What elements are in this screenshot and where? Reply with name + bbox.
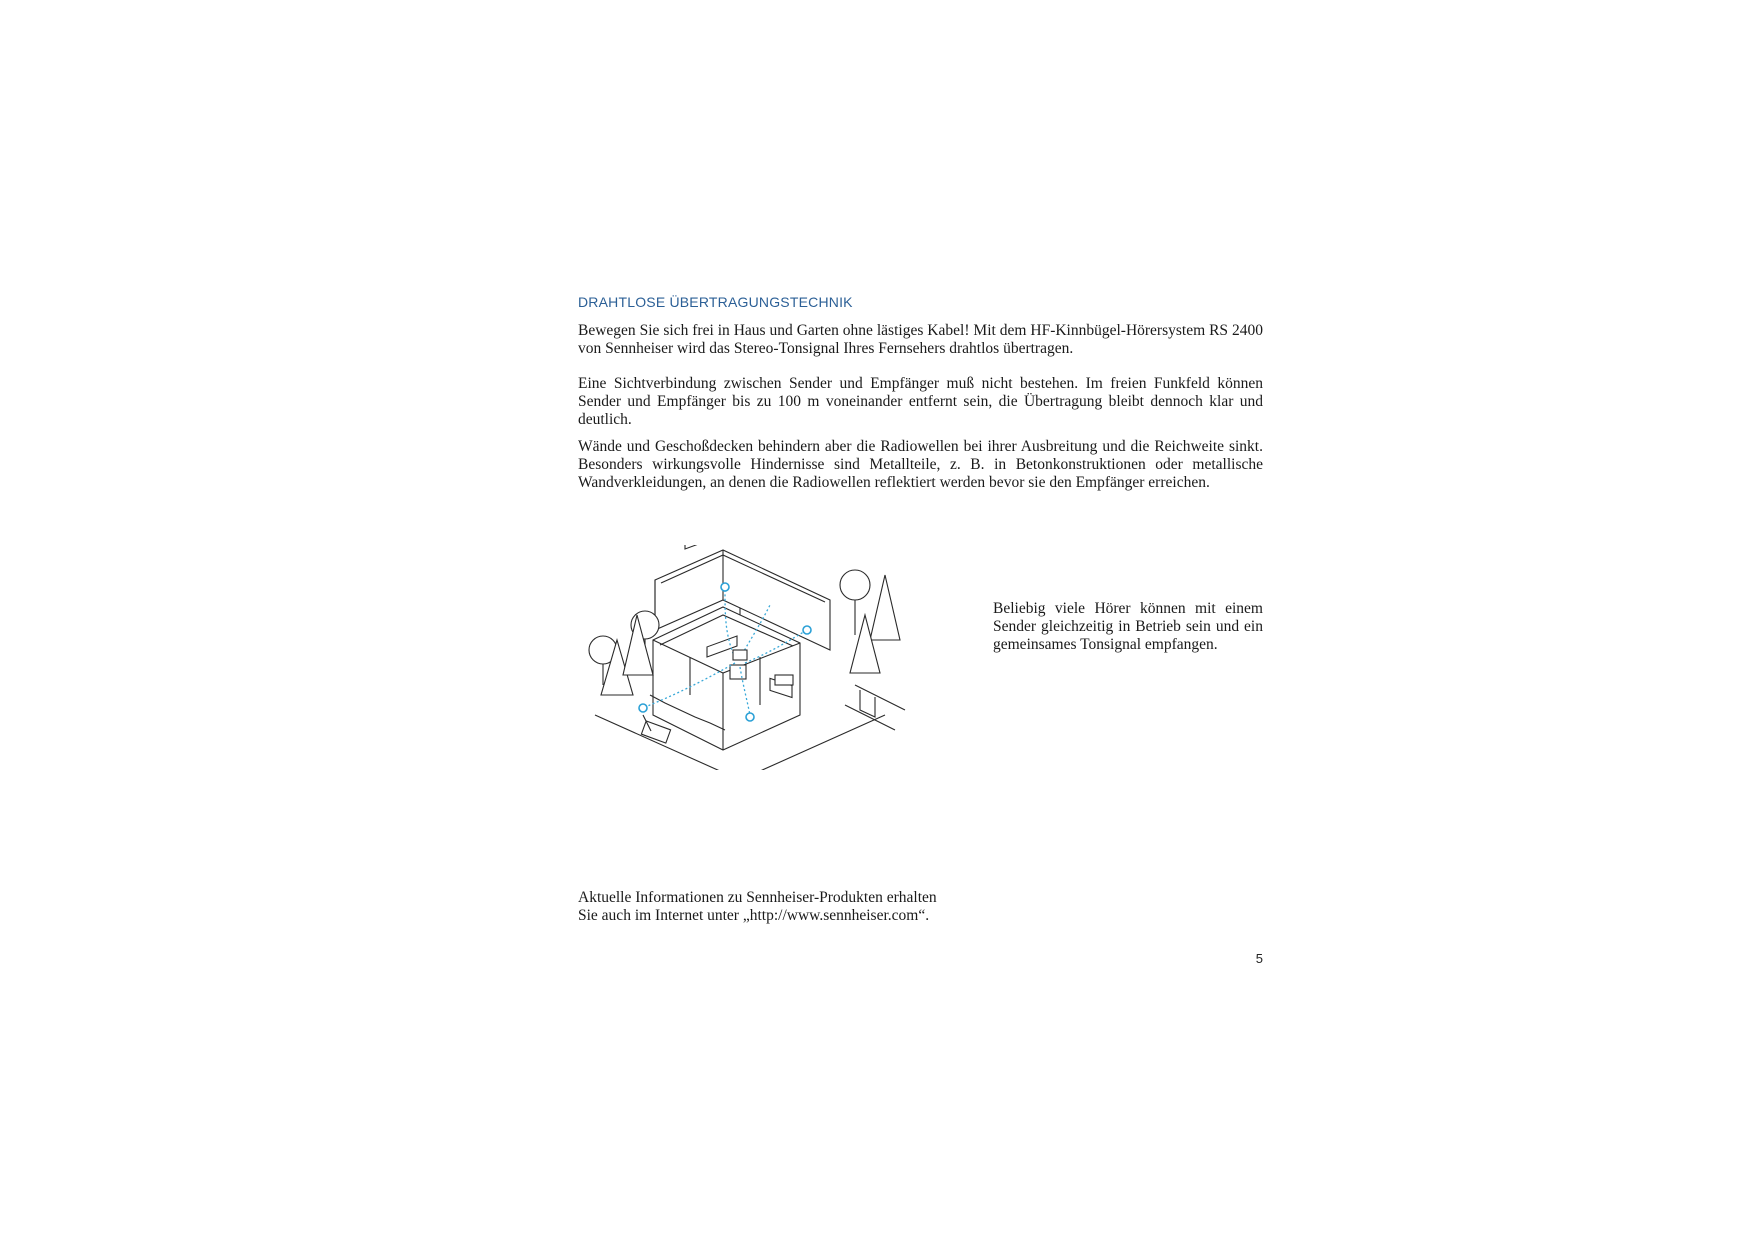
section-heading: DRAHTLOSE ÜBERTRAGUNGSTECHNIK: [578, 294, 853, 310]
intro-paragraph: Bewegen Sie sich frei in Haus und Garten ohne lästiges Kabel! Mit dem HF-Kinnbügel-Hörersystem RS 2400 von Sennheiser wird das Stereo-Tonsignal Ihres Fernsehers drahtlos übertragen.: [578, 322, 1263, 357]
internet-info: [578, 889, 978, 925]
range-paragraph: Eine Sichtverbindung zwischen Sender und Empfänger muß nicht bestehen. Im freien Funkfeld können Sender und Empfänger bis zu 100 m voneinander entfernt sein, die Übertragung bleibt dennoch klar und deutlich.: [578, 375, 1263, 428]
house-transmission-illustration: [575, 545, 915, 770]
internet-info-line1: Aktuelle Informationen zu Sennheiser-Produkten erhalten: [578, 889, 937, 906]
multi-listener-note: Beliebig viele Hörer können mit einem Sender gleichzeitig in Betrieb sein und ein gemeinsames Tonsignal empfangen.: [993, 600, 1263, 653]
obstacles-paragraph: Wände und Geschoßdecken behindern aber die Radiowellen bei ihrer Ausbreitung und die Reichweite sinkt. Besonders wirkungsvolle Hindernisse sind Metallteile, z. B. in Betonkonstruktionen oder metallische Wandverkleidungen, an denen die Radiowellen reflektiert werden bevor sie den Empfänger erreichen.: [578, 438, 1263, 491]
internet-info-line2: Sie auch im Internet unter „http://www.sennheiser.com“.: [578, 907, 930, 924]
isometric-house-wireless-transmission-icon: [575, 545, 915, 770]
page-number: 5: [1255, 951, 1263, 966]
